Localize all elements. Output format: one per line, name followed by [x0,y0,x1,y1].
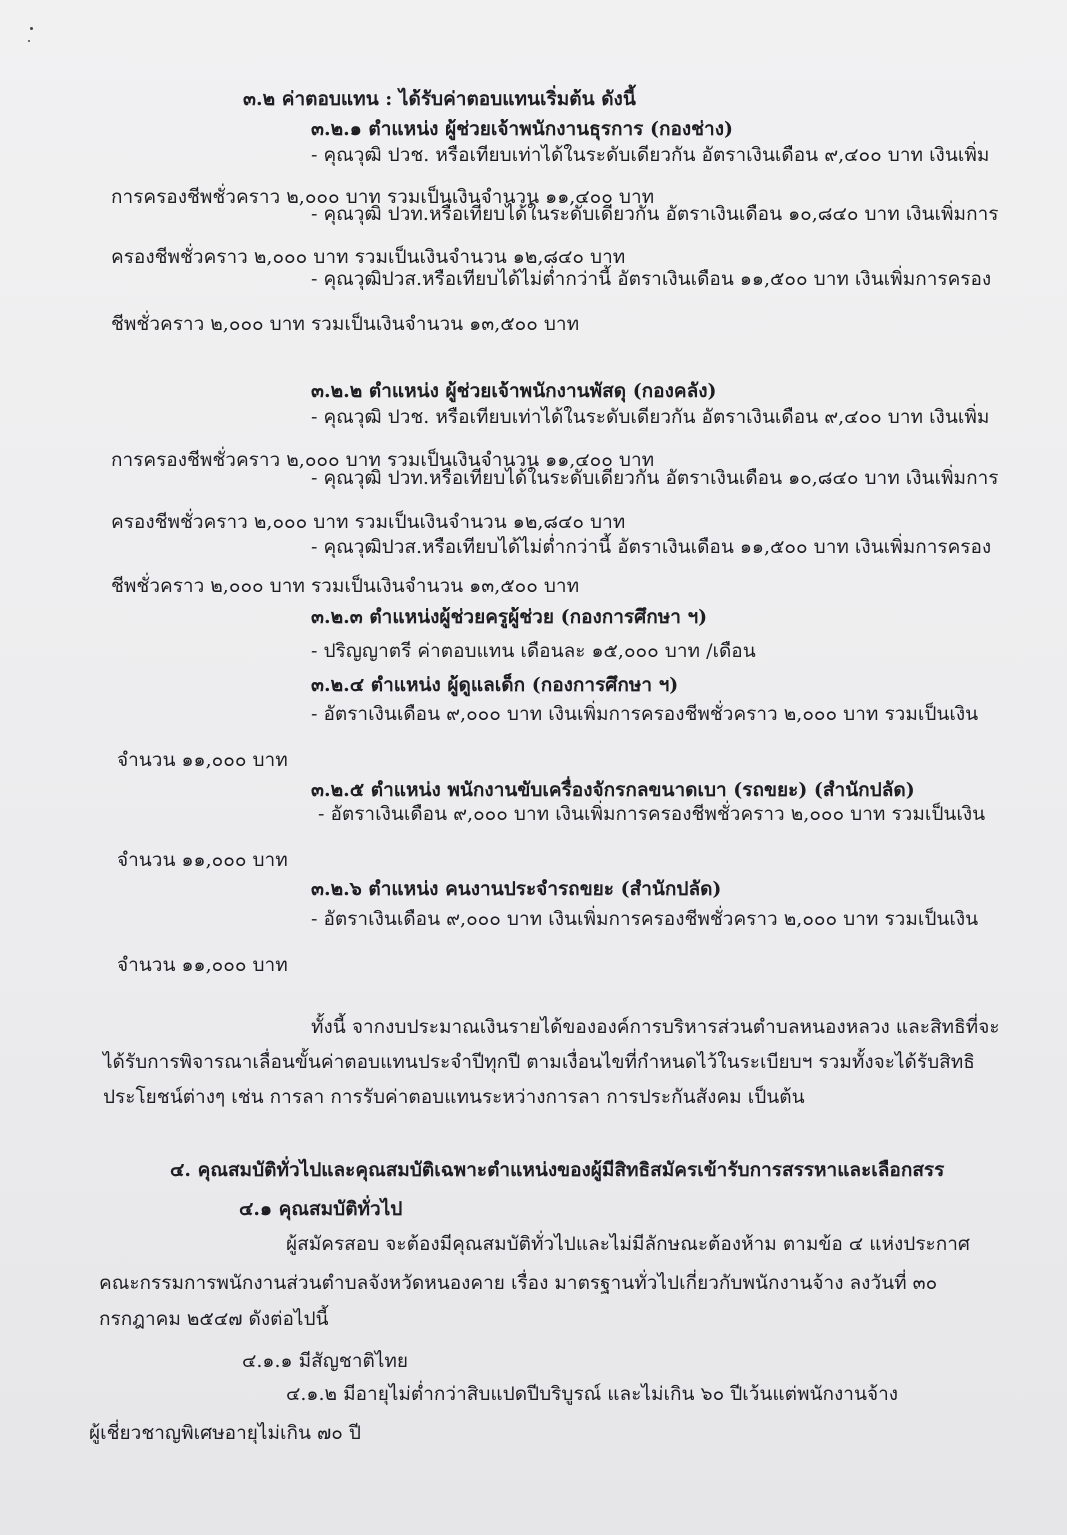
text-line: การครองชีพชั่วคราว ๒,๐๐๐ บาท รวมเป็นเงินจำนวน ๑๑,๔๐๐ บาท [111,449,655,471]
section-4-1-heading: ๔.๑ คุณสมบัติทั่วไป [239,1198,403,1220]
text-line: - คุณวุฒิปวส.หรือเทียบได้ไม่ต่ำกว่านี้ อัตราเงินเดือน ๑๑,๕๐๐ บาท เงินเพิ่มการครอง [311,268,992,290]
text-line: - คุณวุฒิปวส.หรือเทียบได้ไม่ต่ำกว่านี้ อัตราเงินเดือน ๑๑,๕๐๐ บาท เงินเพิ่มการครอง [311,536,992,558]
position-3-2-6-title: ๓.๒.๖ ตำแหน่ง คนงานประจำรถขยะ (สำนักปลัด) [311,878,722,900]
text-line: ประโยชน์ต่างๆ เช่น การลา การรับค่าตอบแทนระหว่างการลา การประกันสังคม เป็นต้น [103,1086,805,1108]
text-line: ทั้งนี้ จากงบประมาณเงินรายได้ขององค์การบริหารส่วนตำบลหนองหลวง และสิทธิที่จะ [311,1016,1000,1038]
text-line: - คุณวุฒิ ปวท.หรือเทียบได้ในระดับเดียวกัน อัตราเงินเดือน ๑๐,๘๔๐ บาท เงินเพิ่มการ [311,467,999,489]
position-3-2-2-title: ๓.๒.๒ ตำแหน่ง ผู้ช่วยเจ้าพนักงานพัสดุ (กองคลัง) [311,380,717,402]
section-3-2-heading: ๓.๒ ค่าตอบแทน : ได้รับค่าตอบแทนเริ่มต้น ดังนี้ [243,88,636,110]
text-line: - คุณวุฒิ ปวช. หรือเทียบเท่าได้ในระดับเดียวกัน อัตราเงินเดือน ๙,๔๐๐ บาท เงินเพิ่ม [311,144,990,166]
text-line: ได้รับการพิจารณาเลื่อนขั้นค่าตอบแทนประจำปีทุกปี ตามเงื่อนไขที่กำหนดไว้ในระเบียบฯ รวมทั้งจะได้รับสิทธิ [103,1051,975,1073]
text-line: - ปริญญาตรี ค่าตอบแทน เดือนละ ๑๕,๐๐๐ บาท /เดือน [311,640,756,662]
text-line: กรกฎาคม ๒๕๔๗ ดังต่อไปนี้ [99,1308,329,1330]
text-line: - อัตราเงินเดือน ๙,๐๐๐ บาท เงินเพิ่มการครองชีพชั่วคราว ๒,๐๐๐ บาท รวมเป็นเงิน [311,703,979,725]
text-line: - คุณวุฒิ ปวช. หรือเทียบเท่าได้ในระดับเดียวกัน อัตราเงินเดือน ๙,๔๐๐ บาท เงินเพิ่ม [311,406,990,428]
scan-speck [30,27,33,30]
text-line: จำนวน ๑๑,๐๐๐ บาท [117,749,288,771]
text-line: จำนวน ๑๑,๐๐๐ บาท [117,954,288,976]
text-line: จำนวน ๑๑,๐๐๐ บาท [117,849,288,871]
scan-speck [28,40,30,42]
position-3-2-3-title: ๓.๒.๓ ตำแหน่งผู้ช่วยครูผู้ช่วย (กองการศึกษา ฯ) [311,606,708,628]
text-line: - คุณวุฒิ ปวท.หรือเทียบได้ในระดับเดียวกัน อัตราเงินเดือน ๑๐,๘๔๐ บาท เงินเพิ่มการ [311,203,999,225]
text-line: การครองชีพชั่วคราว ๒,๐๐๐ บาท รวมเป็นเงินจำนวน ๑๑,๔๐๐ บาท [111,186,655,208]
position-3-2-5-title: ๓.๒.๕ ตำแหน่ง พนักงานขับเครื่องจักรกลขนาดเบา (รถขยะ) (สำนักปลัด) [311,779,915,801]
text-line: ครองชีพชั่วคราว ๒,๐๐๐ บาท รวมเป็นเงินจำนวน ๑๒,๘๔๐ บาท [111,246,626,268]
text-line: ผู้สมัครสอบ จะต้องมีคุณสมบัติทั่วไปและไม่มีลักษณะต้องห้าม ตามข้อ ๔ แห่งประกาศ [286,1233,970,1255]
item-4-1-2: ๔.๑.๒ มีอายุไม่ต่ำกว่าสิบแปดปีบริบูรณ์ และไม่เกิน ๖๐ ปีเว้นแต่พนักงานจ้าง [286,1383,899,1405]
position-3-2-1-title: ๓.๒.๑ ตำแหน่ง ผู้ช่วยเจ้าพนักงานธุรการ (กองช่าง) [311,118,733,140]
section-4-heading: ๔. คุณสมบัติทั่วไปและคุณสมบัติเฉพาะตำแหน่งของผู้มีสิทธิสมัครเข้ารับการสรรหาและเลือกสรร [170,1159,945,1181]
position-3-2-4-title: ๓.๒.๔ ตำแหน่ง ผู้ดูแลเด็ก (กองการศึกษา ฯ) [311,674,679,696]
text-line: ชีพชั่วคราว ๒,๐๐๐ บาท รวมเป็นเงินจำนวน ๑๓,๕๐๐ บาท [111,313,580,335]
text-line: - อัตราเงินเดือน ๙,๐๐๐ บาท เงินเพิ่มการครองชีพชั่วคราว ๒,๐๐๐ บาท รวมเป็นเงิน [311,908,979,930]
text-line: ผู้เชี่ยวชาญพิเศษอายุไม่เกิน ๗๐ ปี [89,1422,361,1444]
text-line: ครองชีพชั่วคราว ๒,๐๐๐ บาท รวมเป็นเงินจำนวน ๑๒,๘๔๐ บาท [111,511,626,533]
text-line: - อัตราเงินเดือน ๙,๐๐๐ บาท เงินเพิ่มการครองชีพชั่วคราว ๒,๐๐๐ บาท รวมเป็นเงิน [318,803,986,825]
text-line: คณะกรรมการพนักงานส่วนตำบลจังหวัดหนองคาย เรื่อง มาตรฐานทั่วไปเกี่ยวกับพนักงานจ้าง ลงวันที่ ๓๐ [99,1272,938,1294]
item-4-1-1: ๔.๑.๑ มีสัญชาติไทย [242,1350,409,1372]
text-line: ชีพชั่วคราว ๒,๐๐๐ บาท รวมเป็นเงินจำนวน ๑๓,๕๐๐ บาท [111,575,580,597]
